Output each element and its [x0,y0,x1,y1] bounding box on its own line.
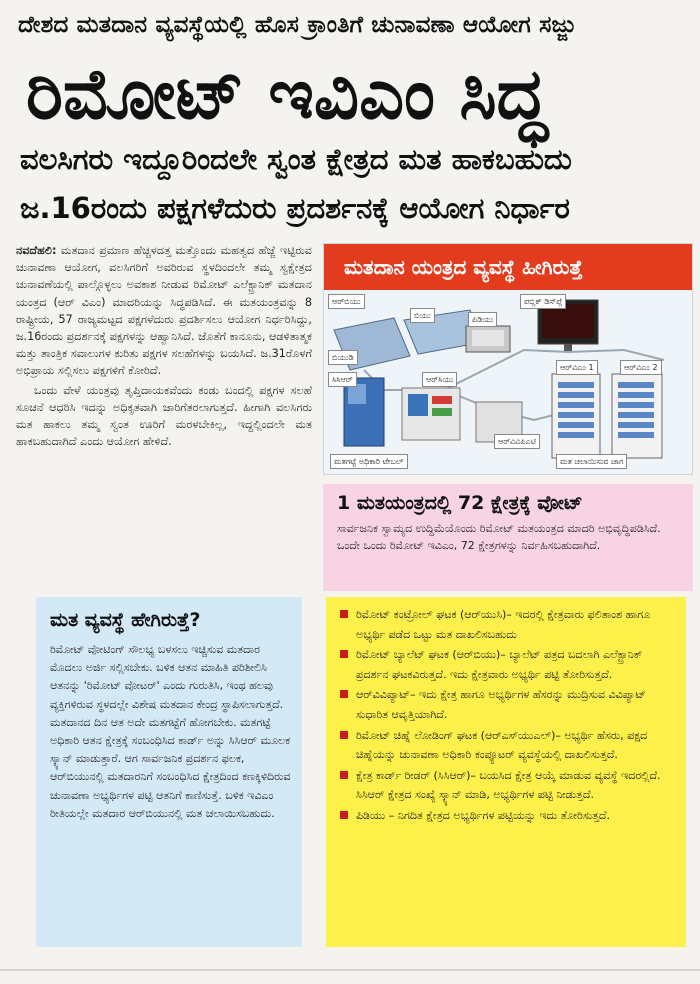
label-rvm-1: ಆರ್‌ವಿಎಂ 1 [556,360,598,375]
label-rbu: ಆರ್‌ಬಿಯು [328,294,365,309]
list-item [340,685,678,724]
pink-fact-box [323,484,693,591]
label-rvvpat: ಆರ್‌ವಿವಿಪಿಎಟಿ [494,434,540,449]
label-voting-booth: ಮತ ಚಲಾಯಿಸುವ ಜಾಗ [556,454,627,469]
label-ccr: ಸಿಸಿಆರ್ [328,372,357,387]
list-item [340,645,678,684]
blue-box-title: ಮತ ವ್ಯವಸ್ಥೆ ಹೇಗಿರುತ್ತೆ? [50,609,201,631]
list-item-text: ಆರ್‌ವಿವಿಪ್ಯಾಟ್– ಇದು ಕ್ಷೇತ್ರ ಹಾಗೂ ಅಭ್ಯರ್ಥಿಗಳ ಹೆಸರನ್ನು ಮುದ್ರಿಸುವ ವಿವಿಪ್ಯಾಟ್ ಸುಧಾರಿತ ಆವೃತ್ತಿಯಾಗಿದೆ. [356,688,647,721]
square-bullet-icon [340,650,348,658]
label-bu: ಬಿಯು [410,308,435,323]
square-bullet-icon [340,610,348,618]
list-item-text: ಪಿಡಿಯು – ನಿಗದಿತ ಕ್ಷೇತ್ರದ ಅಭ್ಯರ್ಥಿಗಳ ಪಟ್ಟಿಯನ್ನು ಇದು ತೋರಿಸುತ್ತದೆ. [356,808,610,822]
yellow-components-box [326,597,686,947]
square-bullet-icon [340,731,348,739]
bottom-divider [0,969,700,971]
list-item-text: ರಿಮೋಟ್ ಬ್ಯಾಲೆಟ್ ಘಟಕ (ಆರ್‌ಬಿಯು)– ಬ್ಯಾಲೆಟ್ ಪತ್ರದ ಬದಲಾಗಿ ಎಲೆಕ್ಟ್ರಾನಿಕ್ ಪ್ರದರ್ಶನ ಘಟಕವಿರುತ್ತದೆ. ಇದು ಕ್ಷೇತ್ರವಾರು ಅಭ್ಯರ್ಥಿ ಪಟ್ಟಿ ತೋರಿಸುತ್ತದೆ. [356,648,643,681]
list-item [340,766,678,805]
article-paragraph-1 [16,242,312,380]
article-paragraph-2: ಒಂದು ವೇಳೆ ಯಂತ್ರವು ತೃಪ್ತಿದಾಯಕವೆಂದು ಕಂಡು ಬಂದಲ್ಲಿ ಪಕ್ಷಗಳ ಸಲಹೆ ಸೂಚನೆ ಆಧರಿಸಿ ಇದನ್ನು ಅಧಿಕೃತವಾಗಿ ಜಾರಿಗೆತರಲಾಗುತ್ತದೆ. ಹೀಗಾಗಿ ವಲಸಿಗರು ಮತ ಹಾಕಲು ತಮ್ಮ ಸ್ವಂತ ಊರಿಗೆ ಮರಳಬೇಕಿಲ್ಲ, ಇದ್ದಲ್ಲಿಂದಲೇ ಮತ ಹಾಕಬಹುದಾಗಿದೆ ಎಂದು ಆಯೋಗ ಹೇಳಿದೆ. [16,383,312,449]
label-public-display: ಪಬ್ಲಿಕ್ ಡಿಸ್‌ಪ್ಲೆ [520,294,566,309]
main-headline: ರಿಮೋಟ್ ಇವಿಎಂ ಸಿದ್ಧ [26,53,548,135]
label-officer-table: ಮತಗಟ್ಟೆ ಅಧಿಕಾರಿ ಟೇಬಲ್ [330,454,408,469]
list-item-text: ರಿಮೋಟ್ ಚಿಹ್ನೆ ಲೋಡಿಂಗ್ ಘಟಕ (ಆರ್‌ಎಸ್‌ಯುಎಲ್)– ಅಭ್ಯರ್ಥಿ ಹೆಸರು, ಪಕ್ಷದ ಚಿಹ್ನೆಯನ್ನು ಚುನಾವಣಾ ಅಧಿಕಾರಿ ಕಂಪ್ಯೂಟರ್ ವ್ಯವಸ್ಥೆಯಲ್ಲಿ ದಾಖಲಿಸುತ್ತದೆ. [356,728,648,762]
blue-info-box [36,597,302,947]
blue-box-text: ರಿಮೋಟ್ ವೋಟಿಂಗ್ ಸೌಲಭ್ಯ ಬಳಸಲು ಇಚ್ಚಿಸುವ ಮತದಾರ ಮೊದಲು ಅರ್ಜಿ ಸಲ್ಲಿಸಬೇಕು. ಬಳಿಕ ಆತನ ಮಾಹಿತಿ ಪರಿಶೀಲಿಸಿ ಆತನನ್ನು 'ರಿಮೋಟ್ ವೋಟರ್' ಎಂದು ಗುರುತಿಸಿ, ಇಂಥ ಹಲವು ವ್ಯಕ್ತಿಗಳಿರುವ ಸ್ಥಳದಲ್ಲೇ ವಿಶೇಷ ಮತದಾನ ಕೇಂದ್ರ ಸ್ಥಾಪಿಸಲಾಗುತ್ತದೆ. ಮತದಾನದ ದಿನ ಆತ ಅದೇ ಮತಗಟ್ಟೆಗೆ ಹೋಗಬೇಕು. ಮತಗಟ್ಟೆ ಅಧಿಕಾರಿ ಆತನ ಕ್ಷೇತ್ರಕ್ಕೆ ಸಂಬಂಧಿಸಿದ ಕಾರ್ಡ್ ಅನ್ನು ಸಿಸಿಆರ್ ಮೂಲಕ ಸ್ಕ್ಯಾನ್ ಮಾಡುತ್ತಾರೆ. ಆಗ ಸಾರ್ವಜನಿಕ ಪ್ರದರ್ಶನ ಫಲಕ, ಆರ್‌ಬಿಯುನಲ್ಲಿ ಮತದಾರನಿಗೆ ಸಂಬಂಧಿಸಿದ ಕ್ಷೇತ್ರದಿಂದ ಕಣಕ್ಕಿಳಿದಿರುವ ಚುನಾವಣಾ ಅಭ್ಯರ್ಥಿಗಳ ಪಟ್ಟಿ ಆತನಿಗೆ ಕಾಣಿಸುತ್ತೆ. ಬಳಿಕ ಇವಿಎಂ ರೀತಿಯಲ್ಲೇ ಮತದಾರ ಆರ್‌ಬಿಯುನಲ್ಲಿ ಮತ ಚಲಾಯಿಸಬಹುದು. [50,643,291,820]
graphic-title: ಮತದಾನ ಯಂತ್ರದ ವ್ಯವಸ್ಥೆ ಹೀಗಿರುತ್ತೆ [324,244,692,290]
label-rcu: ಆರ್‌ಸಿಯು [422,372,457,387]
list-item [340,726,678,765]
square-bullet-icon [340,771,348,779]
dateline: ನವದೆಹಲಿ: [16,244,57,257]
list-item-text: ರಿಮೋಟ್ ಕಂಟ್ರೋಲ್ ಘಟಕ (ಆರ್‌ಯುಸಿ)– ಇದರಲ್ಲಿ ಕ್ಷೇತ್ರವಾರು ಫಲಿತಾಂಶ ಹಾಗೂ ಅಭ್ಯರ್ಥಿ ಪಡೆದ ಒಟ್ಟು ಮತ ದಾಖಲಿಸಬಹುದು [356,608,651,641]
square-bullet-icon [340,690,348,698]
kicker-headline: ದೇಶದ ಮತದಾನ ವ್ಯವಸ್ಥೆಯಲ್ಲಿ ಹೊಸ ಕ್ರಾಂತಿಗೆ ಚುನಾವಣಾ ಆಯೋಗ ಸಜ್ಜು [18,12,577,38]
article-body [16,242,312,452]
subheadline-2: ಜ.16ರಂದು ಪಕ್ಷಗಳೆದುರು ಪ್ರದರ್ಶನಕ್ಕೆ ಆಯೋಗ ನಿರ್ಧಾರ [20,191,570,225]
components-list [340,605,678,826]
pink-box-text: ಸಾರ್ವಜನಿಕ ಸ್ವಾಮ್ಯದ ಉದ್ದಿಮೆಯೊಂದು ರಿಮೋಟ್ ಮತಯಂತ್ರದ ಮಾದರಿ ಅಭಿವೃದ್ಧಿಪಡಿಸಿದೆ. ಒಂದೇ ಒಂದು ರಿಮೋಟ್ ಇವಿಎಂ, 72 ಕ್ಷೇತ್ರಗಳನ್ನು ನಿರ್ವಹಿಸಬಹುದಾಗಿದೆ. [337,522,661,552]
article-paragraph-1-text: ಮತದಾನ ಪ್ರಮಾಣ ಹೆಚ್ಚಳದತ್ತ ಮತ್ತೊಂದು ಮಹತ್ವದ ಹೆಜ್ಜೆ ಇಟ್ಟಿರುವ ಚುನಾವಣಾ ಆಯೋಗ, ವಲಸಿಗರಿಗೆ ಅವರಿರುವ ಸ್ಥಳದಿಂದಲೇ ತಮ್ಮ ಸ್ವಕ್ಷೇತ್ರದ ಚುನಾವಣೆಯಲ್ಲಿ ಪಾಲ್ಗೊಳ್ಳಲು ಅವಕಾಶ ನೀಡುವ ರಿಮೋಟ್ ಎಲೆಕ್ಟ್ರಾನಿಕ್ ಮತದಾನ ಯಂತ್ರದ (ಆರ್ ವಿಎಂ) ಮಾದರಿಯನ್ನು ಸಿದ್ಧಪಡಿಸಿದೆ. ಈ ಮತಯಂತ್ರವನ್ನು 8 ರಾಷ್ಟ್ರೀಯ, 57 ರಾಜ್ಯಮಟ್ಟದ ಪಕ್ಷಗಳೆದುರು ಪ್ರದರ್ಶಿಸಲು ಆಯೋಗ ನಿರ್ಧರಿಸಿದ್ದು, ಜ.16ರಂದು ಪ್ರದರ್ಶನಕ್ಕೆ ಪಕ್ಷಗಳನ್ನು ಆಹ್ವಾನಿಸಿದೆ. ಜೊತೆಗೆ ಕಾನೂನು, ಆಡಳಿತಾತ್ಮಕ ಮತ್ತು ತಾಂತ್ರಿಕ ಸವಾಲುಗಳ ಕುರಿತು ಪಕ್ಷಗಳ ಸಲಹೆಗಳನ್ನು ಬಯಸಿದೆ. ಜ.31ರೊಳಗೆ ಅಭಿಪ್ರಾಯ ಸಲ್ಲಿಸಲು ಪಕ್ಷಗಳಿಗೆ ಕೋರಿದೆ. [16,244,312,378]
list-item [340,806,678,826]
list-item [340,605,678,644]
label-bud: ಬಿಯುಡಿ [328,350,358,365]
subheadline-1: ವಲಸಿಗರು ಇದ್ದೂರಿಂದಲೇ ಸ್ವಂತ ಕ್ಷೇತ್ರದ ಮತ ಹಾಕಬಹುದು [20,142,572,176]
pink-box-title: 1 ಮತಯಂತ್ರದಲ್ಲಿ 72 ಕ್ಷೇತ್ರಕ್ಕೆ ವೋಟ್ [337,492,583,514]
label-rvm-2: ಆರ್‌ವಿಎಂ 2 [620,360,662,375]
graphic-illustration [324,290,692,474]
list-item-text: ಕ್ಷೇತ್ರ ಕಾರ್ಡ್ ರೀಡರ್ (ಸಿಸಿಆರ್)– ಬಯಸಿದ ಕ್ಷೇತ್ರ ಆಯ್ಕೆ ಮಾಡುವ ವ್ಯವಸ್ಥೆ ಇದರಲ್ಲಿದೆ. ಸಿಸಿಆರ್ ಕ್ಷೇತ್ರದ ಸಂಖ್ಯೆ ಸ್ಕ್ಯಾನ್ ಮಾಡಿ, ಅಭ್ಯರ್ಥಿಗಳ ಪಟ್ಟಿ ನೀಡುತ್ತದೆ. [356,768,661,802]
square-bullet-icon [340,811,348,819]
evm-graphic [323,243,693,475]
label-pdu: ಪಿಡಿಯು [468,312,497,327]
